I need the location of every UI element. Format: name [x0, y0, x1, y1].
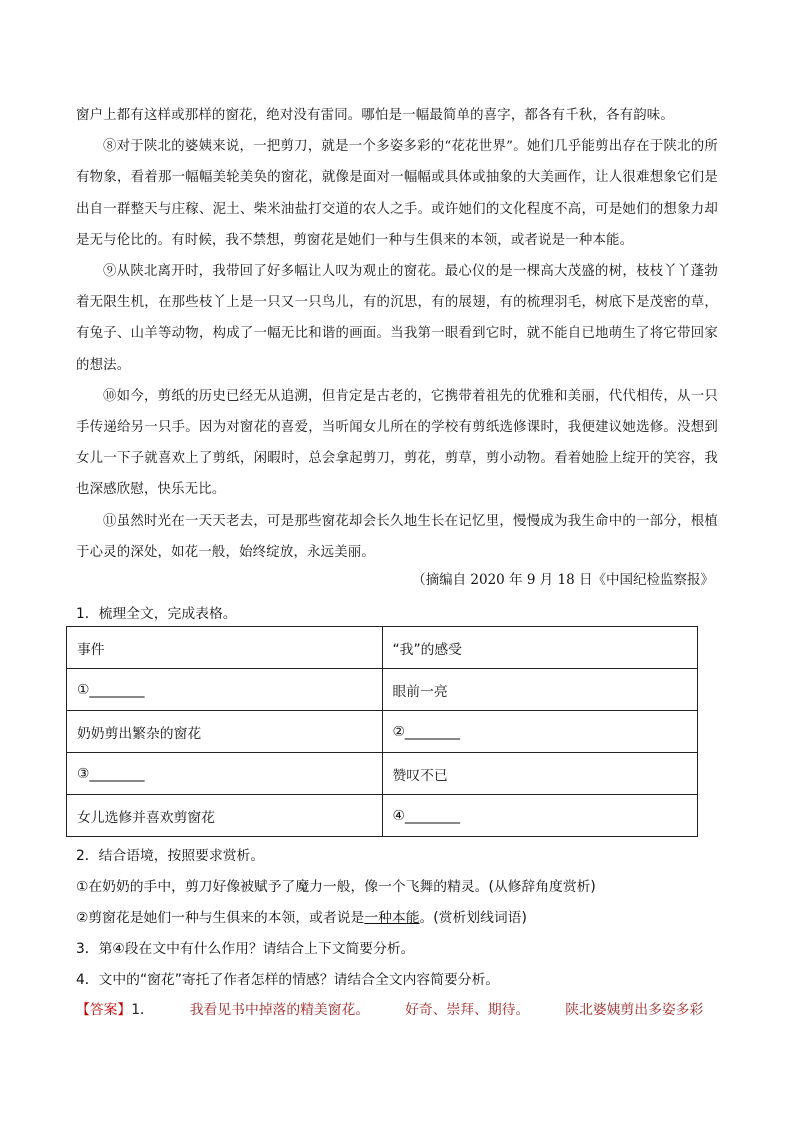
- underlined-phrase: 一种本能: [364, 910, 420, 926]
- table-row: [67, 753, 698, 795]
- question-2-part-2-text: ②剪窗花是她们一种与生俱来的本领，或者说是: [76, 910, 365, 926]
- table-cell-feeling: ②________: [382, 711, 698, 753]
- table-cell-event: 奶奶剪出繁杂的窗花: [67, 711, 383, 753]
- paragraph-10: ⑩如今，剪纸的历史已经无从追溯，但肯定是古老的，它携带着祖先的优雅和美丽，代代相传，从一只手传递给另一只手。因为对窗花的喜爱，当听闻女儿所在的学校有剪纸选修课时，我便建议她选修。没想到女儿一下子就喜欢上了剪纸，闲暇时，总会拿起剪刀，剪花，剪草，剪小动物。看着她脸上绽开的笑容，我也深感欣慰，快乐无比。: [76, 388, 718, 498]
- table-row: [67, 795, 698, 837]
- paragraph-continuation: 窗户上都有这样或那样的窗花，绝对没有雷同。哪怕是一幅最简单的喜字，都各有千秋，各有韵味。: [76, 108, 674, 123]
- table-row: [67, 669, 698, 711]
- question-2-part-1: ①在奶奶的手中，剪刀好像被赋予了魔力一般，像一个飞舞的精灵。(从修辞角度赏析): [76, 879, 596, 895]
- paragraph-9: ⑨从陕北离开时，我带回了好多幅让人叹为观止的窗花。最心仪的是一棵高大茂盛的树，枝枝丫丫蓬勃着无限生机，在那些枝丫上是一只又一只鸟儿，有的沉思，有的展翅，有的梳理羽毛，树底下是茂密的草，有兔子、山羊等动物，构成了一幅无比和谐的画面。当我第一眼看到它时，就不能自已地萌生了将它带回家的想法。: [76, 264, 718, 373]
- answer-1: 我看见书中掉落的精美窗花。: [189, 1002, 370, 1018]
- summary-table: [66, 626, 698, 837]
- answer-section: [76, 1000, 736, 1020]
- table-cell-event: 女儿选修并喜欢剪窗花: [67, 795, 383, 837]
- table-cell-feeling: ④________: [382, 795, 698, 837]
- table-header-feeling: “我”的感受: [382, 627, 698, 669]
- answer-tag: 【答案】: [76, 1002, 132, 1018]
- table-cell-feeling: 赞叹不已: [382, 753, 698, 795]
- table-cell-feeling: 眼前一亮: [382, 669, 698, 711]
- question-3: 3．第④段在文中有什么作用？请结合上下文简要分析。: [76, 941, 415, 957]
- source-citation: （摘编自 2020 年 9 月 18 日《中国纪检监察报》: [412, 572, 714, 588]
- answer-3: 陕北婆姨剪出多姿多彩: [565, 1002, 704, 1018]
- paragraph-11: ⑪虽然时光在一天天老去，可是那些窗花却会长久地生长在记忆里，慢慢成为我生命中的一部分，根植于心灵的深处，如花一般，始终绽放，永远美丽。: [76, 513, 718, 560]
- answer-2: 好奇、崇拜、期待。: [405, 1002, 530, 1018]
- table-header-event: 事件: [67, 627, 383, 669]
- question-2-part-2-instruction: 。(赏析划线词语): [419, 910, 527, 926]
- table-header-row: [67, 627, 698, 669]
- table-cell-event: ③________: [67, 753, 383, 795]
- question-1: 1．梳理全文，完成表格。: [76, 606, 237, 622]
- table-cell-event: ①________: [67, 669, 383, 711]
- question-4: 4．文中的“窗花”寄托了作者怎样的情感？请结合全文内容简要分析。: [76, 972, 500, 988]
- table-row: [67, 711, 698, 753]
- paragraph-8: ⑧对于陕北的婆姨来说，一把剪刀，就是一个多姿多彩的“花花世界”。她们几乎能剪出存在于陕北的所有物象，看着那一幅幅美轮美奂的窗花，就像是面对一幅幅或具体或抽象的大美画作，让人很难想象它们是出自一群整天与庄稼、泥土、柴米油盐打交道的农人之手。或许她们的文化程度不高，可是她们的想象力却是无与伦比的。有时候，我不禁想，剪窗花是她们一种与生俱来的本领，或者说是一种本能。: [76, 139, 718, 248]
- question-2-part-2: [76, 908, 527, 928]
- essay-passage: [76, 100, 718, 568]
- question-2: 2．结合语境，按照要求赏析。: [76, 848, 265, 864]
- answer-number: 1．: [131, 1002, 154, 1018]
